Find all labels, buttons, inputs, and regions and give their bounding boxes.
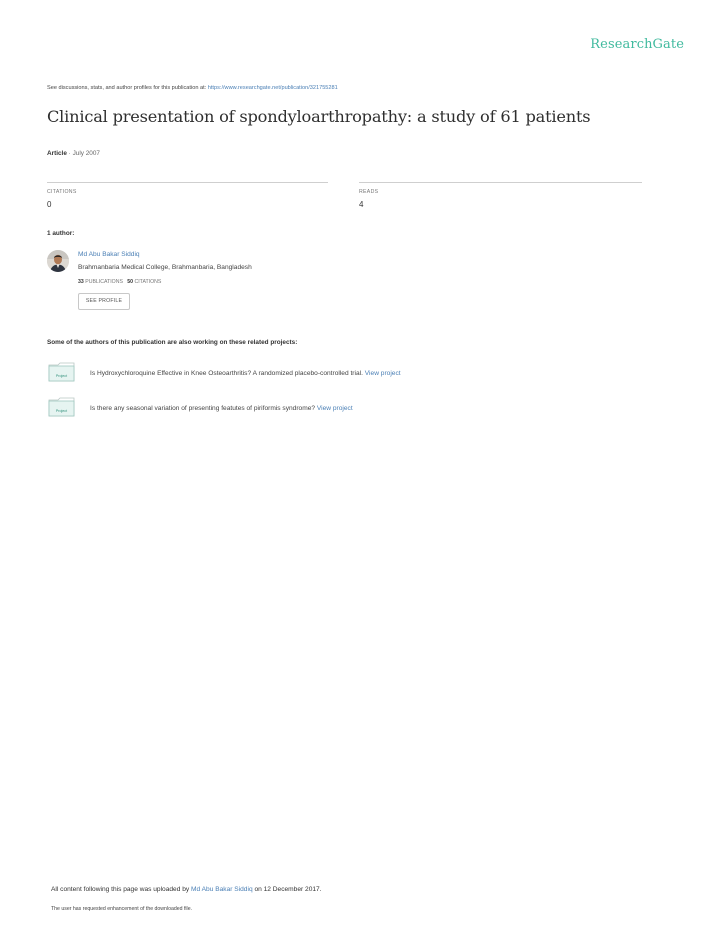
related-project-1: [90, 370, 401, 377]
authors-heading: 1 author:: [47, 230, 75, 237]
publications-label: PUBLICATIONS: [85, 279, 123, 285]
view-project-link[interactable]: View project: [316, 405, 353, 412]
author-name-link[interactable]: Md Abu Bakar Siddiq: [78, 251, 140, 258]
meta-separator: ·: [66, 150, 73, 157]
related-project-2: [90, 405, 353, 412]
upload-notice: [51, 886, 322, 893]
author-citations-count: 50: [127, 279, 134, 285]
upload-prefix: All content following this page was uploaded by: [51, 886, 192, 893]
citations-value: 0: [47, 200, 52, 209]
reads-divider: [359, 182, 642, 183]
see-discussions-text: See discussions, stats, and author profiles for this publication at:: [47, 85, 208, 91]
enhancement-note: The user has requested enhancement of the downloaded file.: [51, 906, 193, 912]
author-avatar[interactable]: [47, 250, 69, 272]
project-folder-icon: [48, 397, 75, 417]
project-title: Is Hydroxychloroquine Effective in Knee Osteoarthritis? A randomized placebo-controlled trial.: [90, 370, 363, 377]
author-affiliation: Brahmanbaria Medical College, Brahmanbaria, Bangladesh: [78, 264, 252, 271]
citations-divider: [47, 182, 328, 183]
article-type: Article: [47, 150, 67, 157]
publications-count: 33: [78, 279, 84, 285]
view-project-link[interactable]: View project: [364, 370, 401, 377]
project-icon-label: Project: [55, 374, 68, 378]
author-stats: [78, 279, 161, 285]
article-meta: [47, 150, 100, 157]
reads-label: READS: [359, 189, 379, 195]
upload-suffix: on 12 December 2017.: [252, 886, 322, 893]
reads-value: 4: [359, 200, 364, 209]
related-projects-heading: Some of the authors of this publication are also working on these related projects:: [47, 339, 298, 346]
publication-title: Clinical presentation of spondyloarthropathy: a study of 61 patients: [47, 107, 591, 126]
project-title: Is there any seasonal variation of presenting featutes of piriformis syndrome?: [90, 405, 316, 412]
citations-label: CITATIONS: [47, 189, 77, 195]
see-profile-button[interactable]: SEE PROFILE: [78, 293, 130, 310]
uploader-link[interactable]: Md Abu Bakar Siddiq: [191, 886, 253, 893]
project-icon-label: Project: [55, 409, 68, 413]
researchgate-logo[interactable]: ResearchGate: [590, 37, 684, 52]
author-citations-label: CITATIONS: [134, 279, 162, 285]
project-folder-icon: [48, 362, 75, 382]
see-discussions-line: [47, 85, 338, 91]
publication-date: July 2007: [72, 150, 100, 157]
publication-url-link[interactable]: https://www.researchgate.net/publication/321755281: [207, 85, 338, 91]
